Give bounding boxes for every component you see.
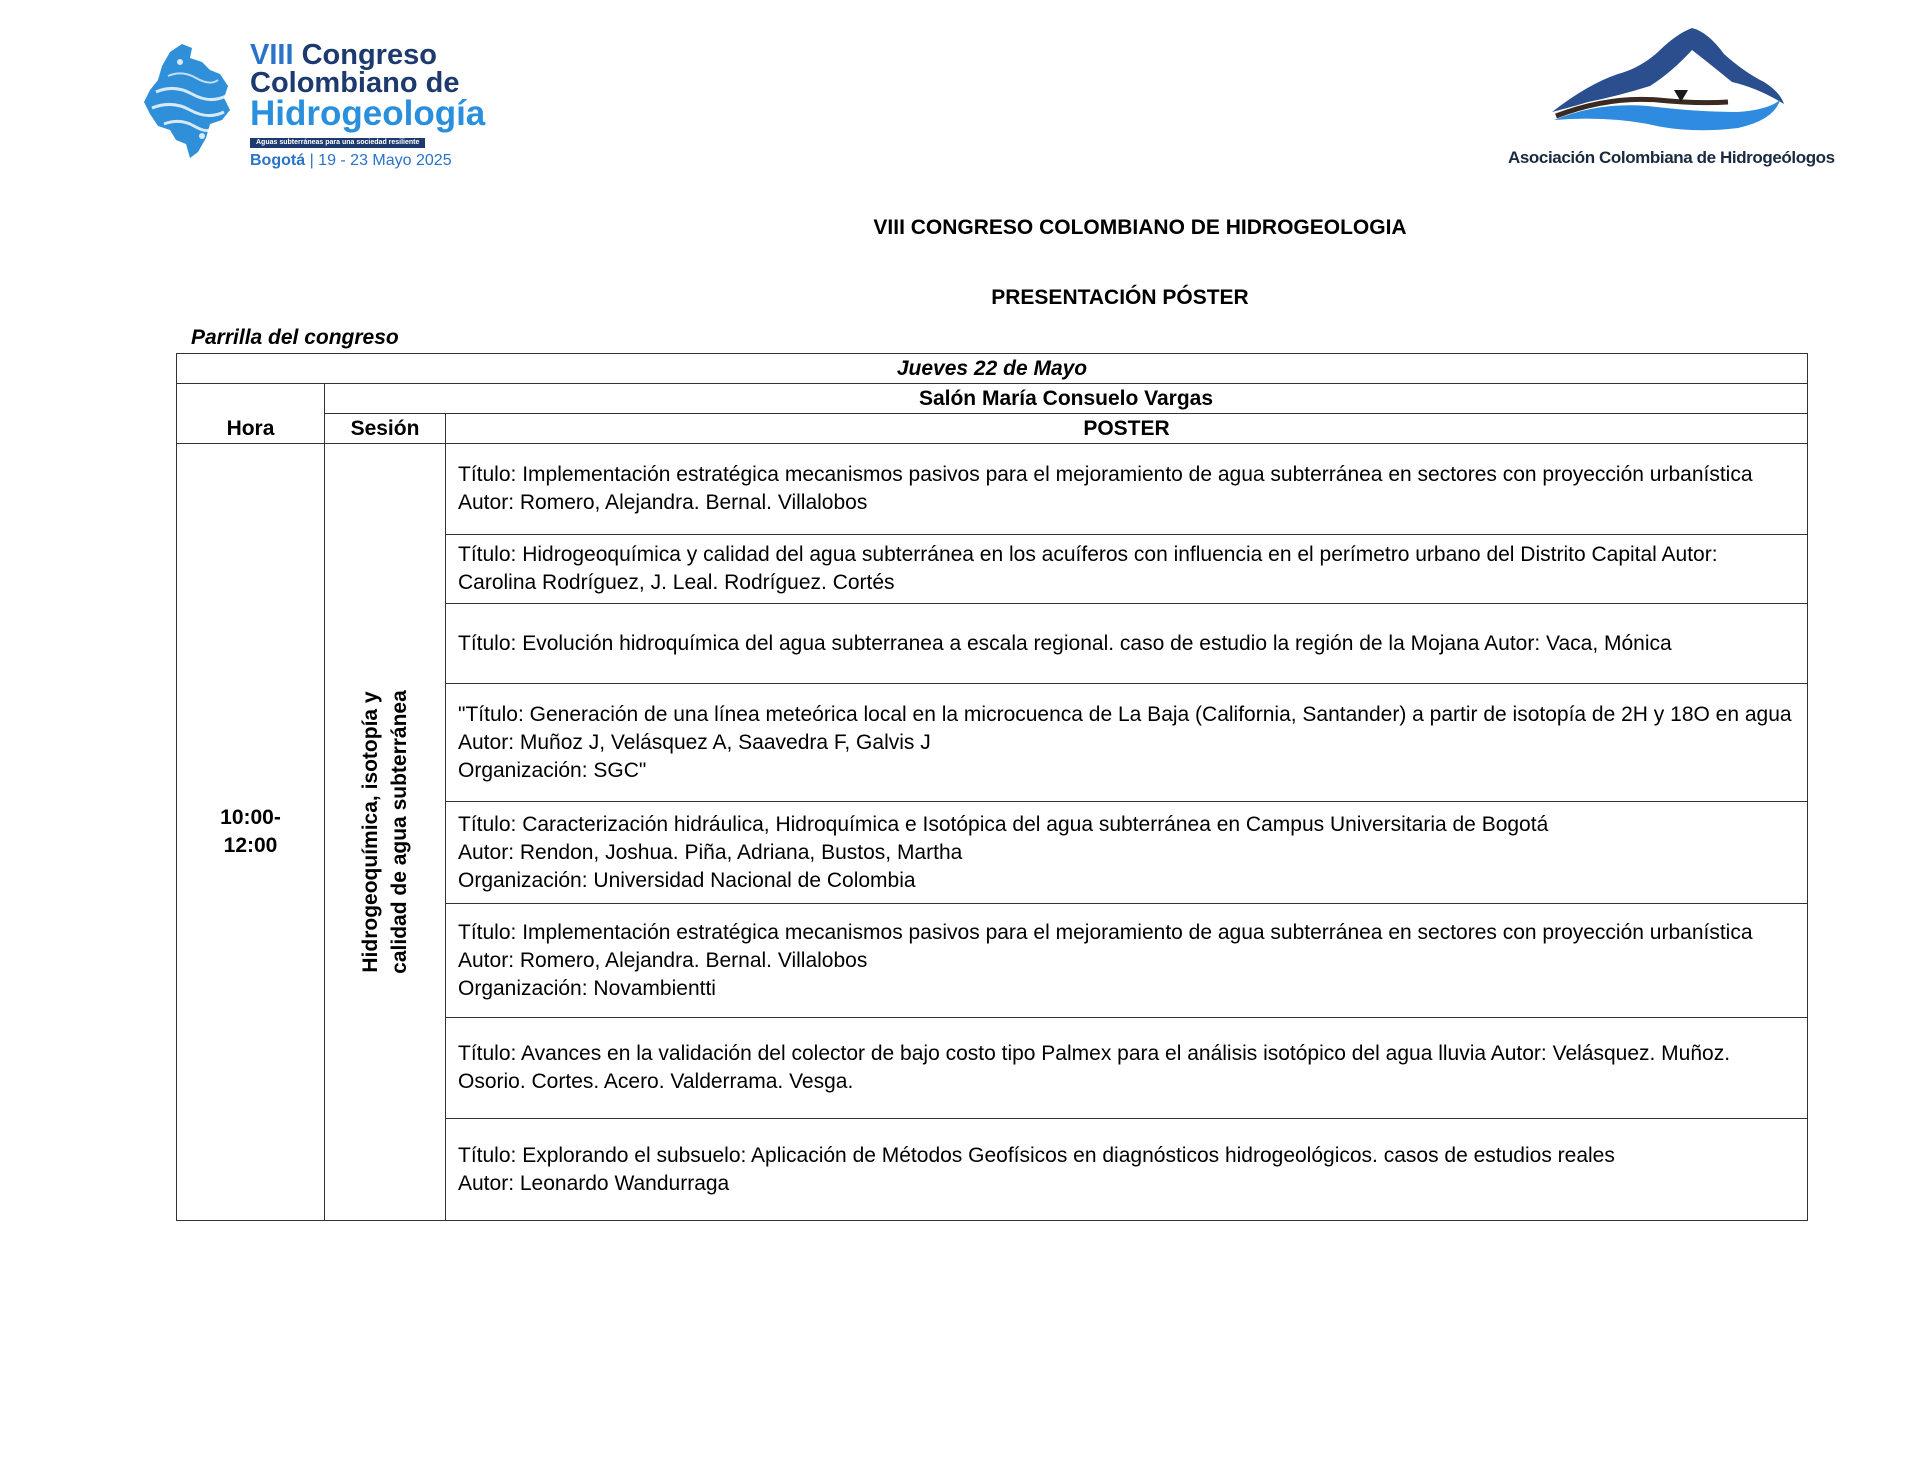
day-row [177, 354, 1808, 384]
poster-cell [446, 1119, 1808, 1221]
schedule-table [176, 353, 1808, 1221]
logo-line-colombiano: Colombiano de [250, 67, 460, 99]
poster-cell [446, 904, 1808, 1018]
poster-line: Organización: Universidad Nacional de Colombia [458, 868, 916, 892]
poster-line: Organización: Novambientti [458, 976, 716, 1000]
association-name: Asociación Colombiana de Hidrogeólogos [1508, 148, 1835, 167]
logo-tagline: Aguas subterráneas para una sociedad resiliente [250, 138, 425, 148]
colombia-map-icon [140, 40, 240, 165]
table-row [177, 444, 1808, 535]
poster-line: Autor: Leonardo Wandurraga [458, 1171, 730, 1195]
poster-line: Autor: Romero, Alejandra. Bernal. Villalobos [458, 948, 868, 972]
logo-dates: | 19 - 23 Mayo 2025 [309, 152, 452, 169]
congress-logo [140, 40, 510, 170]
poster-line: Título: Implementación estratégica mecanismos pasivos para el mejoramiento de agua subterránea en sectores con proyección urbanística [458, 920, 1753, 944]
header-sesion: Sesión [325, 414, 446, 444]
poster-line: Autor: Rendon, Joshua. Piña, Adriana, Bustos, Martha [458, 840, 963, 864]
poster-cell [446, 444, 1808, 535]
poster-line: Título: Avances en la validación del colector de bajo costo tipo Palmex para el análisis isotópico del agua lluvia Autor: Velásquez. Muñoz. Osorio. Cortes. Acero. Valderrama. Vesga. [458, 1042, 1731, 1093]
room-row [177, 384, 1808, 414]
poster-cell [446, 604, 1808, 684]
logo-roman-numeral: VIII [250, 39, 294, 71]
poster-line: Organización: SGC" [458, 758, 647, 782]
document-subtitle: PRESENTACIÓN PÓSTER [991, 286, 1249, 309]
poster-cell [446, 802, 1808, 904]
time-end: 12:00 [223, 834, 278, 857]
session-name [356, 472, 414, 1192]
congress-logo-text [250, 40, 485, 171]
poster-cell [446, 535, 1808, 604]
poster-line: Título: Evolución hidroquímica del agua subterranea a escala regional. caso de estudio la región de la Mojana Autor: Vaca, Mónica [458, 631, 1672, 655]
poster-cell [446, 684, 1808, 802]
mountain-wave-icon [1548, 24, 1788, 142]
logo-line-hidrogeologia: Hidrogeología [250, 94, 486, 133]
header-hora: Hora [177, 384, 325, 444]
day-cell: Jueves 22 de Mayo [177, 354, 1808, 384]
poster-line: Título: Explorando el subsuelo: Aplicación de Métodos Geofísicos en diagnósticos hidrogeológicos. casos de estudios reales [458, 1143, 1615, 1167]
poster-line: "Título: Generación de una línea meteórica local en la microcuenca de La Baja (California, Santander) a partir de isotopía de 2H y 18O en agua [458, 702, 1792, 726]
poster-line: Autor: Muñoz J, Velásquez A, Saavedra F, Galvis J [458, 730, 931, 754]
poster-line: Título: Caracterización hidráulica, Hidroquímica e Isotópica del agua subterránea en Campus Universitaria de Bogotá [458, 812, 1549, 836]
document-title: VIII CONGRESO COLOMBIANO DE HIDROGEOLOGIA [873, 216, 1407, 239]
logo-word-congreso: Congreso [301, 39, 437, 71]
header-row [177, 414, 1808, 444]
session-line-1: Hidrogeoquímica, isotopía y [359, 691, 382, 973]
poster-line: Título: Implementación estratégica mecanismos pasivos para el mejoramiento de agua subterránea en sectores con proyección urbanística Autor: Romero, Alejandra. Bernal. Villalobos [458, 463, 1753, 514]
session-cell [325, 444, 446, 1221]
time-start: 10:00- [220, 806, 281, 829]
section-label: Parrilla del congreso [191, 326, 399, 349]
logo-city: Bogotá [250, 152, 306, 169]
session-line-2: calidad de agua subterránea [388, 690, 411, 974]
room-cell: Salón María Consuelo Vargas [325, 384, 1808, 414]
time-cell [177, 444, 325, 1221]
poster-line: Título: Hidrogeoquímica y calidad del agua subterránea en los acuíferos con influencia en el perímetro urbano del Distrito Capital Autor: Carolina Rodríguez, J. Leal. Rodríguez. Cortés [458, 543, 1718, 594]
header-poster: POSTER [446, 414, 1808, 444]
association-logo [1508, 24, 1835, 174]
poster-cell [446, 1018, 1808, 1119]
